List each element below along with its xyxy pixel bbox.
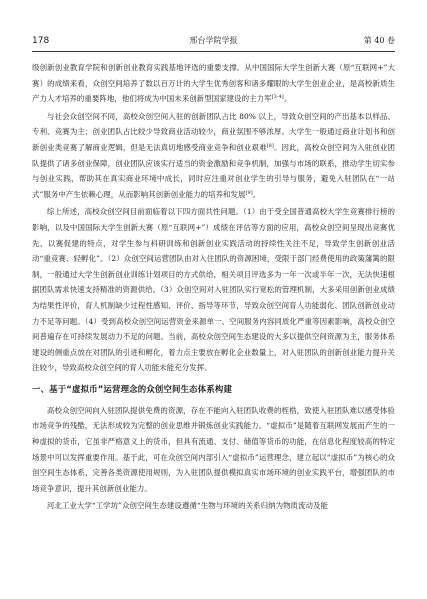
article-body [32,60,395,516]
paragraph-text: 综上所述，高校众创空间目前面临着以下四方面共性问题。（1）由于受全国普通高校大学生竞赛排行榜的影响，以及中国国际大学生创新大赛（原“互联网+”）成绩在评估等方面的应用，高校众创空间呈现出竞赛优先、以赛促建的特点，对学生参与科研训练和创新创业实践活动的持续性关注不足，导致学生创新创业活动“重竞赛、轻孵化”。（2）众创空间运营团队由对入住团队的资源困境，受限于部门经费使用的政策藩篱的限制，一般通过大学生创新创业训练计划项目的方式供给，相关项目评选多为一年一次或半年一次，无法快速根据团队需求快速支持精准的资源供给。（3）众创空间对入驻团队实行宽松的管理机制，大多采用创新创业成绩为结果性评价，育人机制缺少过程性感知、评价、指导等环节，导致众创空间育人功能弱化、团队创新创业动力不足等问题。（4）受到高校众创空间运营资金来源单一、空间服务内容同质化严重等因素影响，高校众创空间普遍存在可持续发展动力不足的问题。当前，高校众创空间生态建设的大多以提供空间资源为主，服务体系建设的侧重点放在对团队的引进和孵化，着力点主要放在孵化企业数量上，对入驻团队的创新创业能力提升关注较少，导致高校众创空间的育人功能未能充分发挥 [32,207,395,373]
header-divider [32,51,395,52]
body-paragraph: 河北工业大学“工学坊”众创空间生态建设遵循“生物与环境的关系归纳为物质流动及能 [46,501,328,511]
body-paragraph: 高校众创空间向入驻团队提供免费的资源，存在不能向入驻团队收费的桎梏，致使入驻团队难以感受体验市场竞争的残酷，无法形成较为完整的创业思维并锻炼创业实践能力。“虚拟币”是随着互联网发展而产生的一种虚拟的货币，它虽非严格意义上的货币，但具有流通、支付、储值等货币的功能，在信息化程度较高的特定场景中可以发挥重要作用。基于此，可在众创空间内部引入“虚拟币”运营理念，建立起以“虚拟币”为核心的众创空间生态体系，完善各类资源使用规则，为入驻团队提供模拟真实市场环境的创业实践平台，增强团队的市场竞争意识，提升其创新创业能力。 [32,405,395,493]
citation-ref: [9] [245,189,253,196]
citation-ref: [8] [266,142,274,149]
page-number: 178 [32,36,50,46]
paragraph-text: 与社会众创空间不同，高校众创空间入驻的创新团队占比 80% 以上，导致众创空间的产出基本以样品、专利、竞赛为主；创业团队占比较少导致商业活动较少，商业氛围不够浓厚。大学生一般通过商业计划书和创新创业类竞赛了解商业逻辑，但是无法真切地感受商业竞争和创业艰难 [32,111,395,152]
paragraph-text: 级创新创业教育学院和创新创业教育实践基地评选的重要支撑。从中国国际大学生创新大赛（原“互联网+”大赛）的成绩来看，众创空间培养了数以百万计的大学生优秀创客和诸多耀眼的大学生创业企业，是高校新质生产力人才培养的重要阵地，他们将成为中国未来创新型国家建设的主力军 [32,63,395,104]
body-paragraph: 与社会众创空间不同，高校众创空间入驻的创新团队占比 80% 以上，导致众创空间的产出基本以样品、专利、竞赛为主；创业团队占比较少导致商业活动较少，商业氛围不够浓厚。大学生一般通过商业计划书和创新创业类竞赛了解商业逻辑，但是无法真切地感受商业竞争和创业艰难[8]。因此，高校众创空间为入驻创业团队提供了诸多创业保障，创业团队应该实行适当的资金激励和竞争机制，加强与市场的联系，推动学生切实参与创业实践，帮助其在真实商业环境中成长，同时应注重对创业学生的引导与服务，避免入驻团队在“一站式”服务中产生依赖心理，从而影响其创新创业能力的培养和发展[9]。 [32,111,395,199]
running-header [32,33,395,49]
section-heading: 一、基于“虚拟币”运营理念的众创空间生态体系构建 [32,383,233,394]
citation-ref: [3-4] [271,94,284,101]
journal-title: 邢台学院学报 [189,36,238,45]
paragraph-text: 因此，高校众创空间为入驻创业团队提供了诸多创业保障，创业团队应该实行适当的资金激励和竞争机制，加强与市场的联系，推动学生切实参与创业实践，帮助其在真实商业环境中成长，同时应注重对创业学生的引导与服务，避免入驻团队在“一站式”服务中产生依赖心理，从而影响其创新创业能力的培养和发展 [32,142,395,199]
body-paragraph: 综上所述，高校众创空间目前面临着以下四方面共性问题。（1）由于受全国普通高校大学生竞赛排行榜的影响，以及中国国际大学生创新大赛（原“互联网+”）成绩在评估等方面的应用，高校众创空间呈现出竞赛优先、以赛促建的特点，对学生参与科研训练和创新创业实践活动的持续性关注不足，导致学生创新创业活动“重竞赛、轻孵化”。（2）众创空间运营团队由对入住团队的资源困境，受限于部门经费使用的政策藩篱的限制，一般通过大学生创新创业训练计划项目的方式供给，相关项目评选多为一年一次或半年一次，无法快速根据团队需求快速支持精准的资源供给。（3）众创空间对入驻团队实行宽松的管理机制，大多采用创新创业成绩为结果性评价，育人机制缺少过程性感知、评价、指导等环节，导致众创空间育人功能弱化、团队创新创业动力不足等问题。（4）受到高校众创空间运营资金来源单一、空间服务内容同质化严重等因素影响，高校众创空间普遍存在可持续发展动力不足的问题。当前，高校众创空间生态建设的大多以提供空间资源为主，服务体系建设的侧重点放在对团队的引进和孵化，着力点主要放在孵化企业数量上，对入驻团队的创新创业能力提升关注较少，导致高校众创空间的育人功能未能充分发挥。 [32,207,395,373]
body-paragraph: 级创新创业教育学院和创新创业教育实践基地评选的重要支撑。从中国国际大学生创新大赛（原“互联网+”大赛）的成绩来看，众创空间培养了数以百万计的大学生优秀创客和诸多耀眼的大学生创业企业，是高校新质生产力人才培养的重要阵地，他们将成为中国未来创新型国家建设的主力军[3-4]。 [32,63,395,104]
volume-label: 第 40 卷 [363,36,395,45]
